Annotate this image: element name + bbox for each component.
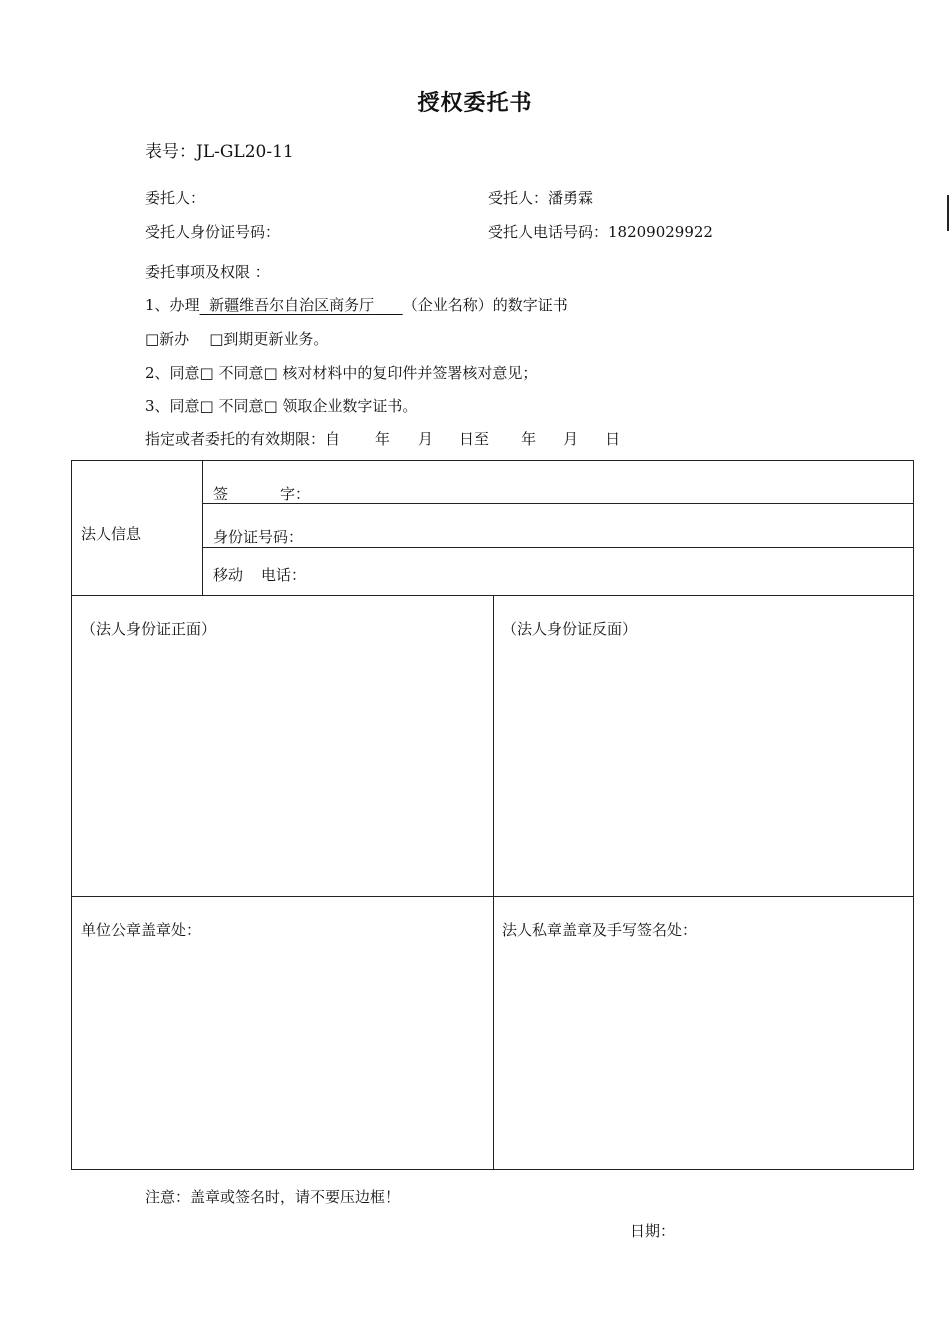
info-divider — [202, 460, 203, 595]
validity-day-2: 日 — [605, 430, 621, 448]
date-label: 日期： — [630, 1222, 676, 1240]
agent-label: 受托人：潘勇霖 — [488, 189, 594, 207]
legal-person-info-label: 法人信息 — [81, 525, 142, 543]
footer-note: 注意：盖章或签名时，请不要压边框！ — [145, 1188, 401, 1206]
validity-year-1: 年 — [375, 430, 391, 448]
phone-label: 电话： — [261, 566, 307, 584]
business-renew-checkbox[interactable]: □到期更新业务。 — [209, 330, 329, 348]
item-3: 3、同意□ 不同意□ 领取企业数字证书。 — [145, 397, 418, 415]
validity-day-to: 日至 — [459, 430, 490, 448]
mobile-phone-field[interactable] — [213, 564, 306, 585]
validity-row — [145, 428, 620, 449]
agent-id-label: 受托人身份证号码： — [145, 223, 281, 241]
validity-month-2: 月 — [563, 430, 579, 448]
item-1-suffix: （企业名称）的数字证书 — [402, 296, 568, 314]
principal-label: 委托人： — [145, 189, 206, 207]
item-2: 2、同意□ 不同意□ 核对材料中的复印件并签署核对意见； — [145, 364, 538, 382]
id-front-label: （法人身份证正面） — [81, 620, 217, 638]
signature-field[interactable] — [213, 483, 310, 504]
item-1 — [145, 294, 568, 315]
matters-label: 委托事项及权限 ： — [145, 263, 270, 281]
validity-label: 指定或者委托的有效期限：自 — [145, 430, 341, 448]
agent-phone-label: 受托人电话号码：18209029922 — [488, 223, 713, 241]
id-back-label: （法人身份证反面） — [502, 620, 638, 638]
company-name-field — [200, 296, 403, 314]
document-title: 授权委托书 — [417, 91, 533, 116]
section-line-2 — [71, 896, 914, 897]
item-1-prefix: 1、办理 — [145, 296, 200, 314]
validity-month-1: 月 — [418, 430, 434, 448]
form-number: 表号：JL-GL20-11 — [145, 142, 294, 162]
id-number-field[interactable]: 身份证号码： — [213, 528, 304, 546]
mobile-label: 移动 — [213, 566, 244, 584]
company-seal-label: 单位公章盖章处： — [81, 921, 202, 939]
center-divider — [493, 595, 494, 1170]
personal-seal-label: 法人私章盖章及手写签名处： — [502, 921, 698, 939]
company-name: 新疆维吾尔自治区商务厅 — [209, 296, 375, 314]
info-row-line-2 — [202, 547, 914, 548]
signature-label-char2: 字： — [280, 485, 311, 503]
page-edge-mark — [947, 195, 949, 231]
validity-year-2: 年 — [521, 430, 537, 448]
business-new-checkbox[interactable]: □新办 — [145, 330, 190, 348]
business-type-row — [145, 328, 328, 349]
signature-label-char1: 签 — [213, 485, 229, 503]
